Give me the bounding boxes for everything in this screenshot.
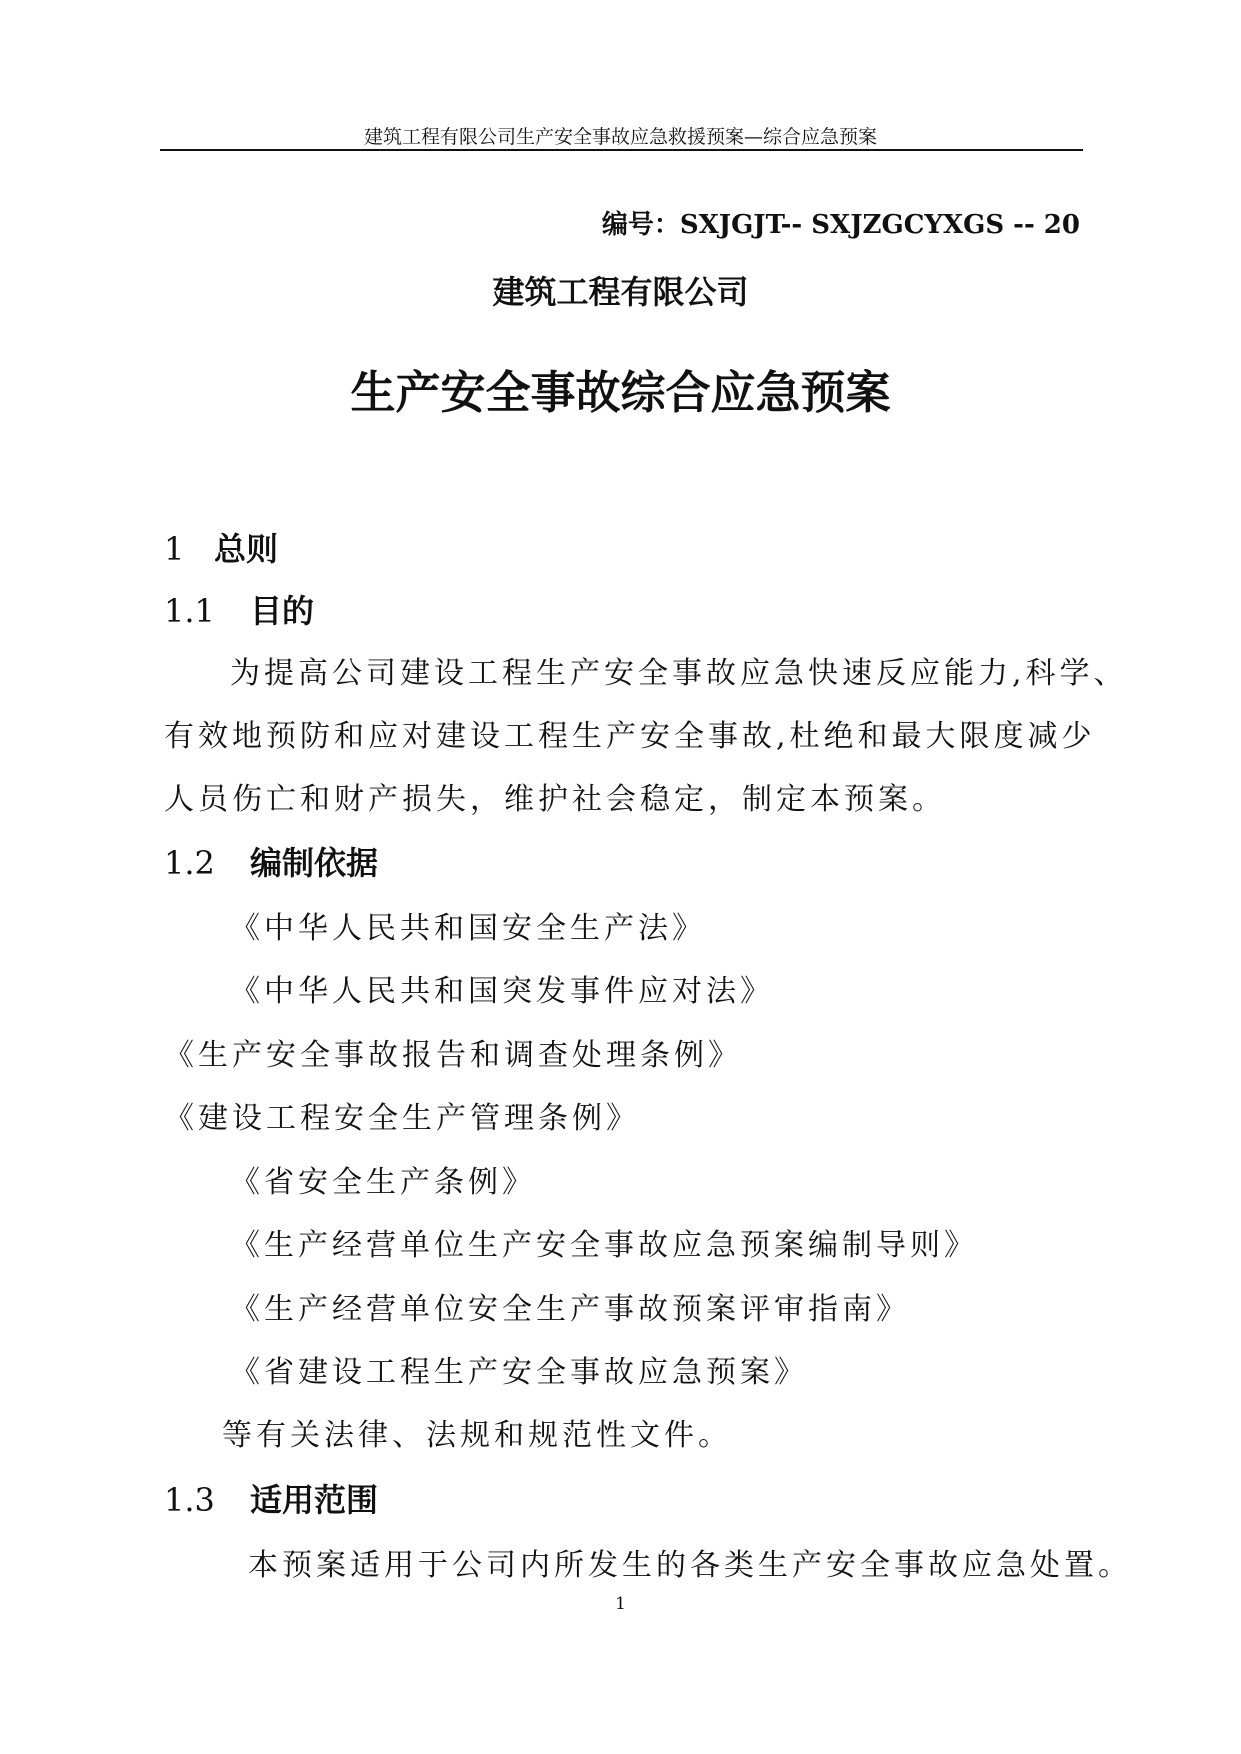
purpose-line-3: 人员伤亡和财产损失，维护社会稳定，制定本预案。 xyxy=(164,782,946,817)
section-heading-1-1 xyxy=(164,586,314,632)
law-item: 《省安全生产条例》 xyxy=(230,1165,536,1200)
running-header: 建筑工程有限公司生产安全事故应急救援预案—综合应急预案 xyxy=(363,126,877,148)
section-title: 目的 xyxy=(250,592,315,630)
document-number: 编号：SXJGJT-- SXJZGCYXGS -- 20 xyxy=(601,210,1080,240)
section-number: 1 xyxy=(164,530,185,568)
company-name: 建筑工程有限公司 xyxy=(492,273,749,311)
law-item: 《建设工程安全生产管理条例》 xyxy=(164,1101,640,1136)
purpose-line-2: 有效地预防和应对建设工程生产安全事故,杜绝和最大限度减少 xyxy=(164,719,1096,754)
law-item: 《生产经营单位生产安全事故应急预案编制导则》 xyxy=(230,1228,978,1263)
law-item: 《中华人民共和国安全生产法》 xyxy=(230,911,706,946)
scope-line: 本预案适用于公司内所发生的各类生产安全事故应急处置。 xyxy=(248,1548,1132,1583)
section-title: 编制依据 xyxy=(250,844,379,882)
section-heading-1-3 xyxy=(164,1475,378,1521)
section-title: 总则 xyxy=(214,530,279,568)
law-item: 《省建设工程生产安全事故应急预案》 xyxy=(230,1355,808,1390)
basis-closing: 等有关法律、法规和规范性文件。 xyxy=(222,1418,732,1453)
section-title: 适用范围 xyxy=(250,1481,379,1519)
section-heading-1-2 xyxy=(164,838,378,884)
section-number: 1.3 xyxy=(164,1481,215,1519)
section-number: 1.1 xyxy=(164,592,215,630)
header-rule xyxy=(160,149,1083,151)
document-title: 生产安全事故综合应急预案 xyxy=(350,366,891,419)
law-item: 《生产经营单位安全生产事故预案评审指南》 xyxy=(230,1292,910,1327)
section-heading-1 xyxy=(164,524,278,570)
section-number: 1.2 xyxy=(164,844,215,882)
purpose-line-1: 为提高公司建设工程生产安全事故应急快速反应能力,科学、 xyxy=(230,656,1128,691)
law-item: 《中华人民共和国突发事件应对法》 xyxy=(230,974,774,1009)
law-item: 《生产安全事故报告和调查处理条例》 xyxy=(164,1038,742,1073)
page-number: 1 xyxy=(615,1594,626,1614)
